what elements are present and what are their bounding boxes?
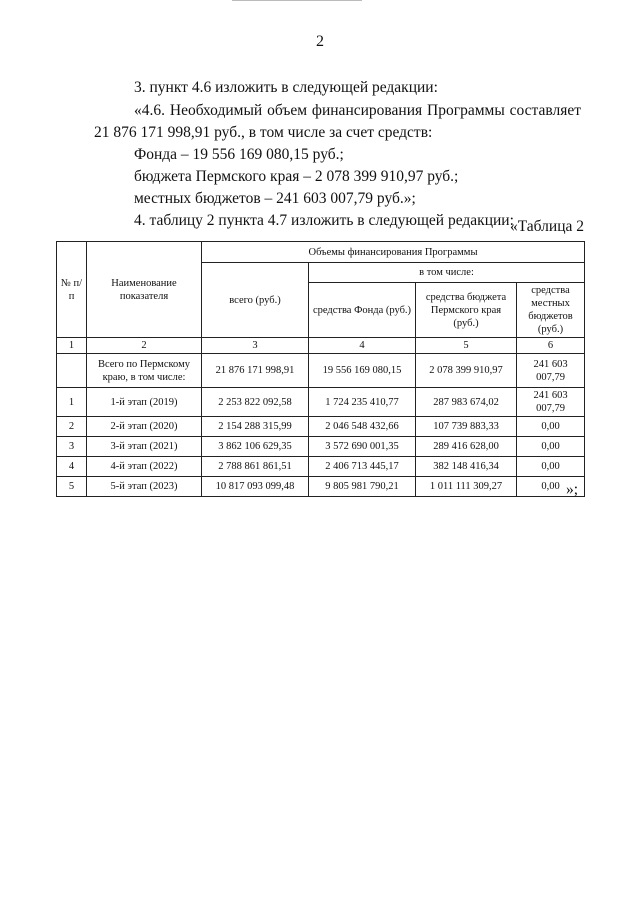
table-row-total <box>57 354 585 388</box>
paragraph-local-budgets: местных бюджетов – 241 603 007,79 руб.»; <box>134 190 416 207</box>
paragraph-4-6-line2: 21 876 171 998,91 руб., в том числе за счет средств: <box>94 124 433 141</box>
col-number-2: 2 <box>87 338 202 354</box>
table-row <box>57 457 585 477</box>
row-name: 2-й этап (2020) <box>87 417 202 437</box>
row-num: 3 <box>57 437 87 457</box>
row-total: 2 253 822 092,58 <box>202 388 309 417</box>
header-fund: средства Фонда (руб.) <box>309 283 416 338</box>
header-total: всего (руб.) <box>202 263 309 338</box>
row-num: 4 <box>57 457 87 477</box>
col-number-1: 1 <box>57 338 87 354</box>
table-caption: «Таблица 2 <box>509 218 584 235</box>
row-regional: 289 416 628,00 <box>416 437 517 457</box>
header-regional: средства бюджета Пермского края (руб.) <box>416 283 517 338</box>
row-name: 3-й этап (2021) <box>87 437 202 457</box>
paragraph-item-3: 3. пункт 4.6 изложить в следующей редакции: <box>134 79 438 96</box>
col-number-5: 5 <box>416 338 517 354</box>
paragraph-4-6-line1: «4.6. Необходимый объем финансирования Программы составляет <box>134 102 581 119</box>
row-num: 1 <box>57 388 87 417</box>
row-total: 2 788 861 861,51 <box>202 457 309 477</box>
row-fund: 2 046 548 432,66 <box>309 417 416 437</box>
row-name: 4-й этап (2022) <box>87 457 202 477</box>
row-num: 5 <box>57 477 87 497</box>
row-fund: 3 572 690 001,35 <box>309 437 416 457</box>
row-local: 0,00 <box>517 457 585 477</box>
row-local: 0,00 <box>517 477 585 497</box>
row-num <box>57 354 87 388</box>
row-name: 5-й этап (2023) <box>87 477 202 497</box>
header-volumes: Объемы финансирования Программы <box>202 242 585 263</box>
paragraph-fund: Фонда – 19 556 169 080,15 руб.; <box>134 146 344 163</box>
paragraph-item-4: 4. таблицу 2 пункта 4.7 изложить в следующей редакции: <box>134 212 514 229</box>
table-row <box>57 477 585 497</box>
page-number: 2 <box>316 33 324 50</box>
col-number-6: 6 <box>517 338 585 354</box>
row-local: 241 603 007,79 <box>517 388 585 417</box>
row-local: 0,00 <box>517 417 585 437</box>
row-total: 21 876 171 998,91 <box>202 354 309 388</box>
top-edge-line <box>232 0 362 1</box>
row-local: 0,00 <box>517 437 585 457</box>
header-including: в том числе: <box>309 263 585 283</box>
table-row <box>57 437 585 457</box>
row-fund: 1 724 235 410,77 <box>309 388 416 417</box>
row-fund: 2 406 713 445,17 <box>309 457 416 477</box>
row-regional: 1 011 111 309,27 <box>416 477 517 497</box>
row-fund: 19 556 169 080,15 <box>309 354 416 388</box>
row-regional: 287 983 674,02 <box>416 388 517 417</box>
row-name: 1-й этап (2019) <box>87 388 202 417</box>
closing-quote: »; <box>566 481 579 498</box>
col-number-3: 3 <box>202 338 309 354</box>
row-local: 241 603 007,79 <box>517 354 585 388</box>
row-regional: 2 078 399 910,97 <box>416 354 517 388</box>
table-row <box>57 388 585 417</box>
row-total: 10 817 093 099,48 <box>202 477 309 497</box>
row-total: 3 862 106 629,35 <box>202 437 309 457</box>
row-regional: 107 739 883,33 <box>416 417 517 437</box>
col-number-4: 4 <box>309 338 416 354</box>
row-regional: 382 148 416,34 <box>416 457 517 477</box>
header-num: № п/п <box>57 242 87 338</box>
paragraph-regional-budget: бюджета Пермского края – 2 078 399 910,97 руб.; <box>134 168 459 185</box>
row-num: 2 <box>57 417 87 437</box>
table-row <box>57 417 585 437</box>
header-local: средства местных бюджетов (руб.) <box>517 283 585 338</box>
row-fund: 9 805 981 790,21 <box>309 477 416 497</box>
row-total: 2 154 288 315,99 <box>202 417 309 437</box>
row-name: Всего по Пермскому краю, в том числе: <box>87 354 202 388</box>
header-name: Наименование показателя <box>87 242 202 338</box>
financing-table <box>56 241 585 497</box>
